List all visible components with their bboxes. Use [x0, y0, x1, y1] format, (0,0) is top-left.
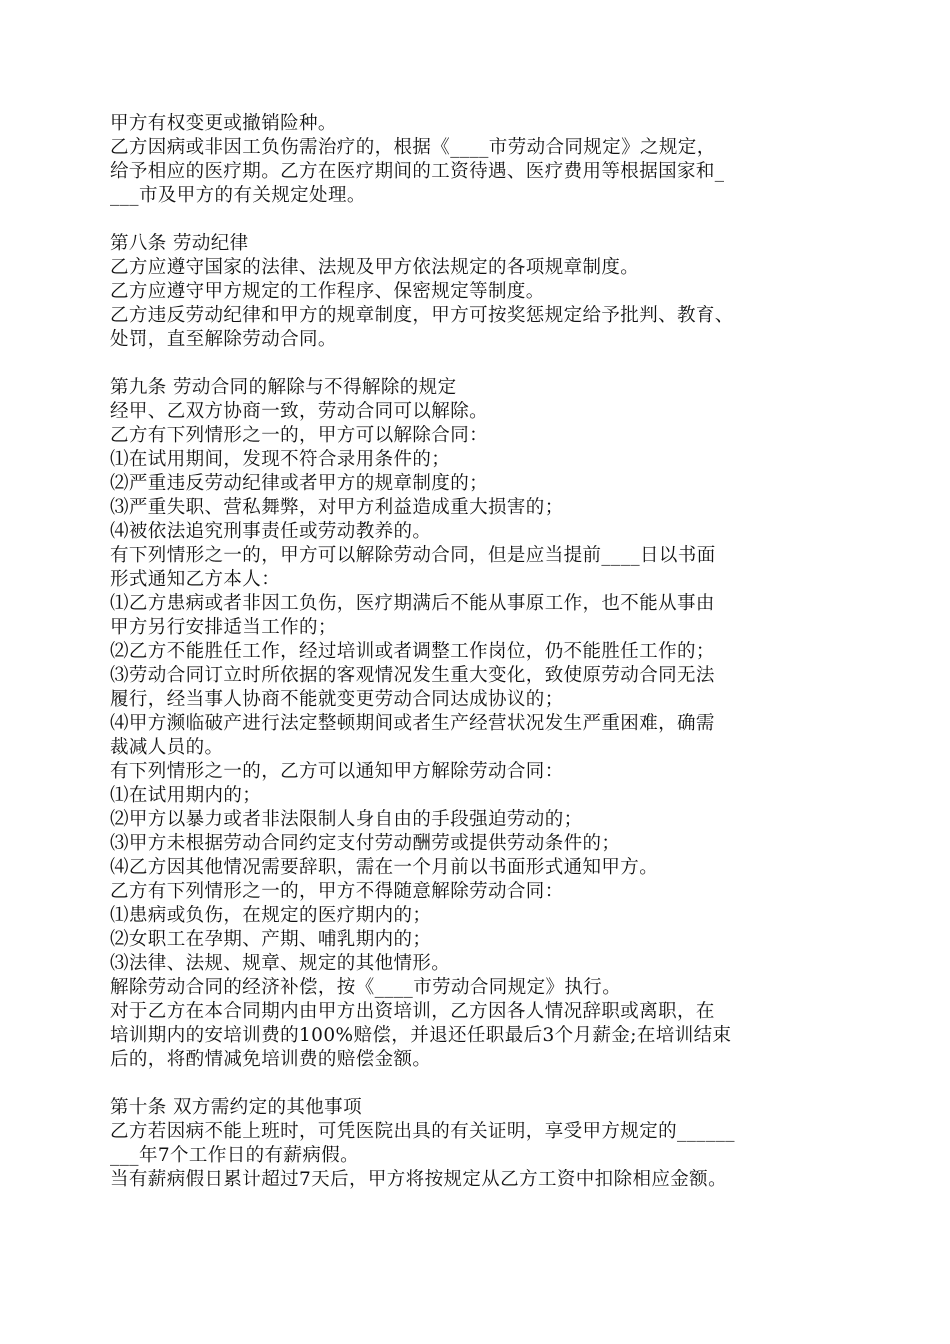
blank-line — [110, 1072, 840, 1096]
list-item: ⑷乙方因其他情况需要辞职，需在一个月前以书面形式通知甲方。 — [110, 857, 659, 878]
paragraph-line: 乙方违反劳动纪律和甲方的规章制度，甲方可按奖惩规定给予批判、教育、 — [110, 305, 734, 326]
paragraph-line: 乙方因病或非因工负伤需治疗的，根据《____市劳动合同规定》之规定， — [110, 137, 716, 158]
list-item: ⑴乙方患病或者非因工负伤，医疗期满后不能从事原工作，也不能从事由 — [110, 593, 715, 614]
paragraph-line: 给予相应的医疗期。乙方在医疗期间的工资待遇、医疗费用等根据国家和_ — [110, 161, 725, 182]
paragraph-line: 后的，将酌情减免培训费的赔偿金额。 — [110, 1049, 432, 1070]
list-item: ⑶法律、法规、规章、规定的其他情形。 — [110, 953, 451, 974]
blank-line — [110, 352, 840, 376]
paragraph-line: 履行，经当事人协商不能就变更劳动合同达成协议的； — [110, 689, 564, 710]
paragraph-line: 经甲、乙双方协商一致，劳动合同可以解除。 — [110, 401, 489, 422]
paragraph-line: 乙方有下列情形之一的，甲方不得随意解除劳动合同： — [110, 881, 564, 902]
paragraph-line: 有下列情形之一的，甲方可以解除劳动合同，但是应当提前____日以书面 — [110, 545, 716, 566]
document-page — [110, 112, 840, 1192]
paragraph-line: 甲方另行安排适当工作的； — [110, 617, 337, 638]
list-item: ⑴在试用期内的； — [110, 785, 262, 806]
list-item: ⑶甲方未根据劳动合同约定支付劳动酬劳或提供劳动条件的； — [110, 833, 621, 854]
paragraph-line: 甲方有权变更或撤销险种。 — [110, 113, 337, 134]
section-heading: 第十条 双方需约定的其他事项 — [110, 1097, 362, 1118]
list-item: ⑵乙方不能胜任工作，经过培训或者调整工作岗位，仍不能胜任工作的； — [110, 641, 715, 662]
list-item: ⑴在试用期间，发现不符合录用条件的； — [110, 449, 451, 470]
paragraph-line: 当有薪病假日累计超过7天后，甲方将按规定从乙方工资中扣除相应金额。 — [110, 1169, 727, 1190]
paragraph-line: 培训期内的安培训费的100%赔偿，并退还任职最后3个月薪金;在培训结束 — [110, 1025, 732, 1046]
list-item: ⑷甲方濒临破产进行法定整顿期间或者生产经营状况发生严重困难，确需 — [110, 713, 715, 734]
paragraph-line: 乙方有下列情形之一的，甲方可以解除合同： — [110, 425, 489, 446]
paragraph-line: 有下列情形之一的，乙方可以通知甲方解除劳动合同： — [110, 761, 564, 782]
paragraph-line: 乙方应遵守国家的法律、法规及甲方依法规定的各项规章制度。 — [110, 257, 640, 278]
list-item: ⑵甲方以暴力或者非法限制人身自由的手段强迫劳动的； — [110, 809, 583, 830]
blank-line — [110, 208, 840, 232]
section-heading: 第九条 劳动合同的解除与不得解除的规定 — [110, 377, 457, 398]
list-item: ⑴患病或负伤，在规定的医疗期内的； — [110, 905, 432, 926]
list-item: ⑶严重失职、营私舞弊，对甲方利益造成重大损害的； — [110, 497, 564, 518]
paragraph-line: ___市及甲方的有关规定处理。 — [110, 185, 366, 206]
paragraph-line: 乙方若因病不能上班时，可凭医院出具的有关证明，享受甲方规定的______ — [110, 1121, 735, 1142]
list-item: ⑵女职工在孕期、产期、哺乳期内的； — [110, 929, 432, 950]
paragraph-line: ___年7个工作日的有薪病假。 — [110, 1145, 360, 1166]
paragraph-line: 乙方应遵守甲方规定的工作程序、保密规定等制度。 — [110, 281, 545, 302]
list-item: ⑷被依法追究刑事责任或劳动教养的。 — [110, 521, 432, 542]
section-heading: 第八条 劳动纪律 — [110, 233, 249, 254]
paragraph-line: 裁减人员的。 — [110, 737, 224, 758]
list-item: ⑶劳动合同订立时所依据的客观情况发生重大变化，致使原劳动合同无法 — [110, 665, 715, 686]
paragraph-line: 解除劳动合同的经济补偿，按《____市劳动合同规定》执行。 — [110, 977, 622, 998]
paragraph-line: 处罚，直至解除劳动合同。 — [110, 329, 337, 350]
paragraph-line: 形式通知乙方本人： — [110, 569, 281, 590]
list-item: ⑵严重违反劳动纪律或者甲方的规章制度的； — [110, 473, 489, 494]
paragraph-line: 对于乙方在本合同期内由甲方出资培训，乙方因各人情况辞职或离职，在 — [110, 1001, 715, 1022]
